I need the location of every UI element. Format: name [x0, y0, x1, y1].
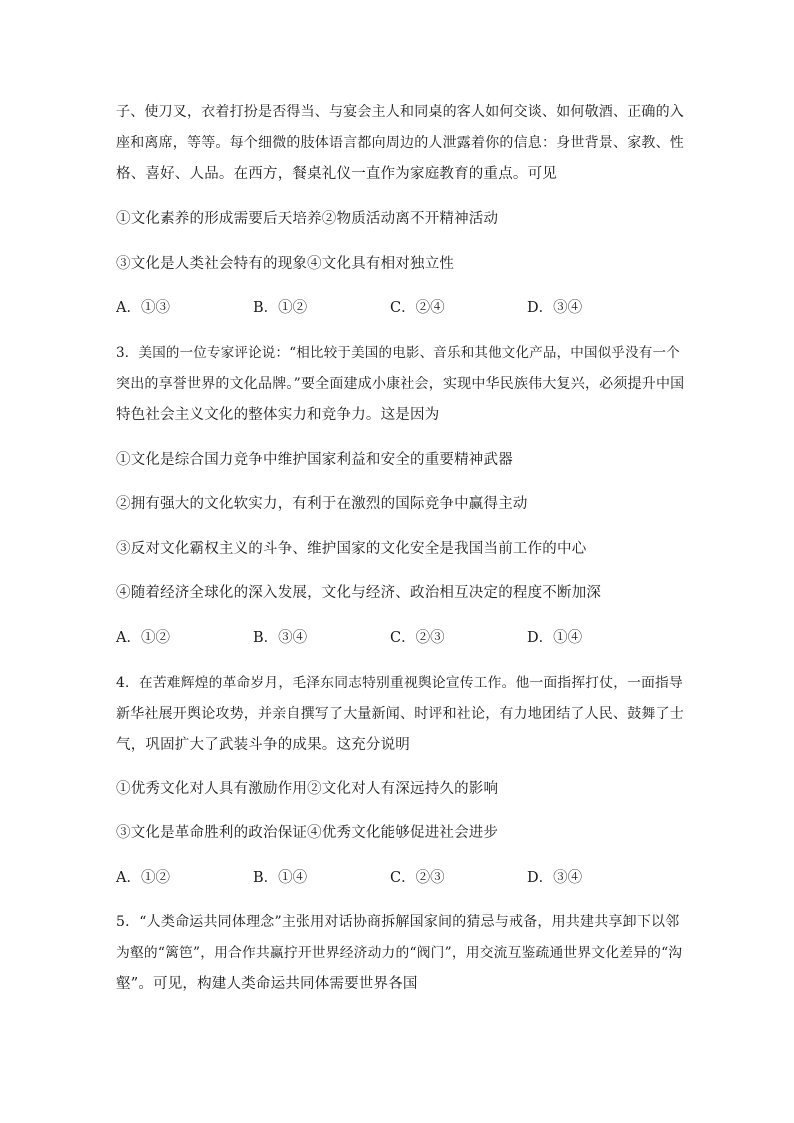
q3-option-c[interactable]: C．②③ [390, 630, 445, 646]
q3-option-b[interactable]: B．③④ [253, 630, 308, 646]
q2-statement-1: ①文化素养的形成需要后天培养②物质活动离不开精神活动 [116, 211, 499, 227]
q3-statement-3: ③反对文化霸权主义的斗争、维护国家的文化安全是我国当前工作的中心 [116, 541, 587, 557]
q4-statement-1: ①优秀文化对人具有激励作用②文化对人有深远持久的影响 [116, 781, 499, 797]
q2-statement-2: ③文化是人类社会特有的现象④文化具有相对独立性 [116, 256, 455, 272]
q5-stem-line-1: 5．“人类命运共同体理念”主张用对话协商拆解国家间的猜忌与戒备，用共建共享卸下以邻 [116, 914, 680, 930]
q4-option-b[interactable]: B．①④ [253, 870, 308, 886]
q2-stem-line-1: 子、使刀叉，衣着打扮是否得当、与宴会主人和同桌的客人如何交谈、如何敬酒、正确的入 [116, 104, 684, 120]
q3-options [116, 628, 686, 648]
q3-statement-4: ④随着经济全球化的深入发展，文化与经济、政治相互决定的程度不断加深 [116, 585, 602, 601]
q2-stem-line-2: 座和离席，等等。每个细微的肢体语言都向周边的人泄露着你的信息：身世背景、家教、性 [116, 135, 684, 151]
q4-stem-line-3: 气，巩固扩大了武装斗争的成果。这充分说明 [116, 737, 410, 753]
q2-option-a[interactable]: A．①③ [116, 300, 170, 316]
q3-option-d[interactable]: D．①④ [527, 630, 583, 646]
q3-statement-1: ①文化是综合国力竞争中维护国家利益和安全的重要精神武器 [116, 452, 513, 468]
q3-statement-2: ②拥有强大的文化软实力，有利于在激烈的国际竞争中赢得主动 [116, 496, 528, 512]
q2-option-b[interactable]: B．①② [253, 300, 308, 316]
q4-option-c[interactable]: C．②③ [390, 870, 445, 886]
q3-option-a[interactable]: A．①② [116, 630, 170, 646]
q2-stem-line-3: 格、喜好、人品。在西方，餐桌礼仪一直作为家庭教育的重点。可见 [116, 166, 557, 182]
q4-option-a[interactable]: A．①② [116, 870, 170, 886]
q3-stem-line-2: 突出的享誉世界的文化品牌。”要全面建成小康社会，实现中华民族伟大复兴，必须提升中国 [116, 376, 685, 392]
q2-option-d[interactable]: D．③④ [527, 300, 583, 316]
q4-stem-line-1: 4．在苦难辉煌的革命岁月，毛泽东同志特别重视舆论宣传工作。他一面指挥打仗，一面指导 [116, 675, 683, 691]
q2-option-c[interactable]: C．②④ [390, 300, 445, 316]
q2-options [116, 298, 686, 318]
q3-stem-line-3: 特色社会主义文化的整体实力和竞争力。这是因为 [116, 407, 440, 423]
q4-statement-2: ③文化是革命胜利的政治保证④优秀文化能够促进社会进步 [116, 825, 499, 841]
q4-option-d[interactable]: D．③④ [527, 870, 583, 886]
q4-options [116, 868, 686, 888]
q5-stem-line-3: 壑”。可见，构建人类命运共同体需要世界各国 [116, 976, 418, 992]
q3-stem-line-1: 3．美国的一位专家评论说：“相比较于美国的电影、音乐和其他文化产品，中国似乎没有一个 [116, 345, 680, 361]
q5-stem-line-2: 为壑的“篱笆”，用合作共赢拧开世界经济动力的“阀门”，用交流互鉴疏通世界文化差异的“沟 [116, 945, 683, 961]
q4-stem-line-2: 新华社展开舆论攻势，并亲自撰写了大量新闻、时评和社论，有力地团结了人民、鼓舞了士 [116, 706, 684, 722]
